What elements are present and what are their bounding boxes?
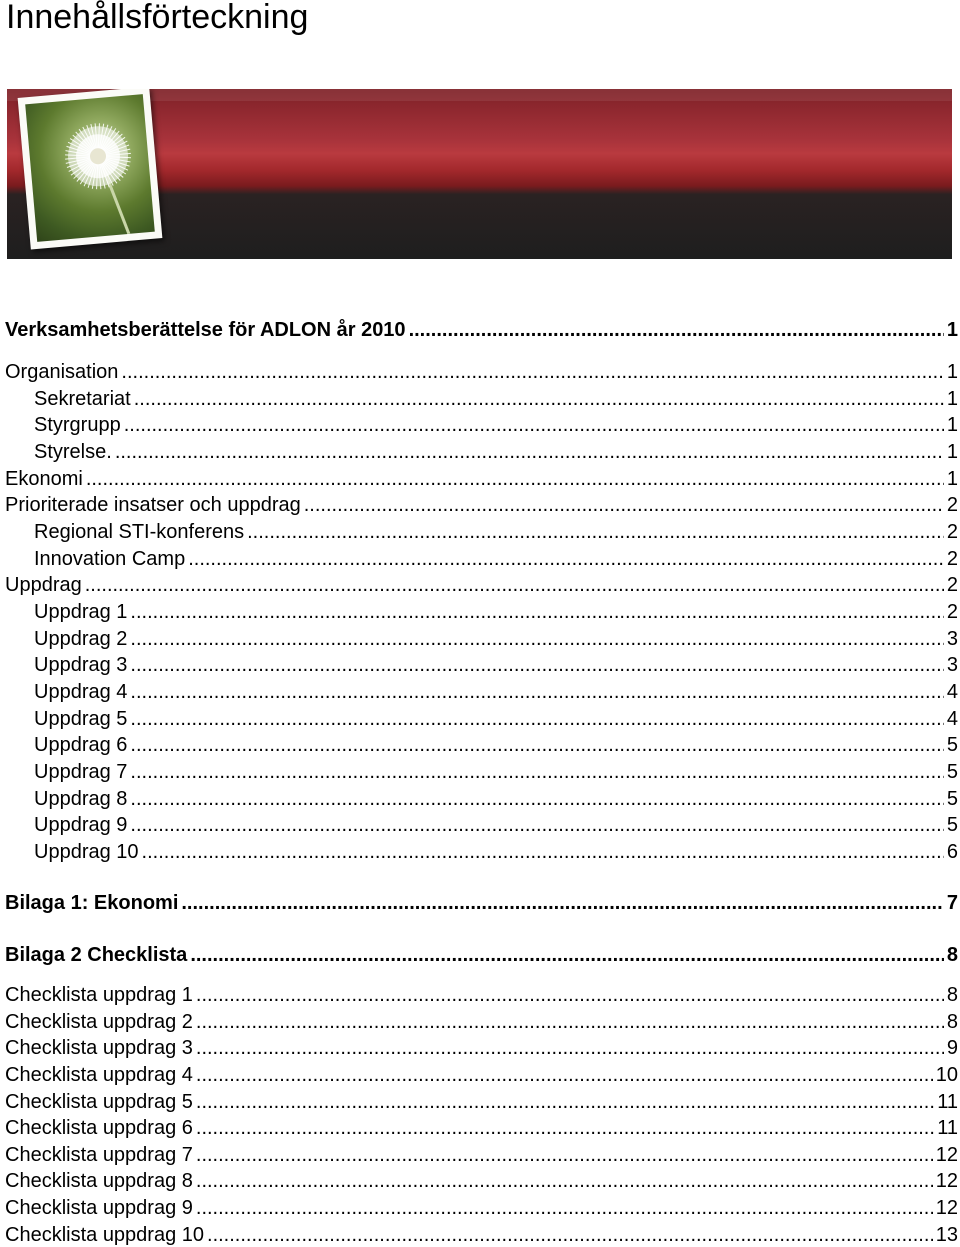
toc-entry-label: Uppdrag 6	[34, 734, 128, 756]
toc-entry[interactable]	[5, 410, 958, 437]
dandelion-photo-frame	[18, 89, 163, 249]
toc-entry[interactable]	[5, 315, 958, 342]
toc-leader-dots	[130, 788, 943, 811]
toc-entry[interactable]	[5, 1007, 958, 1034]
toc-entry-page: 1	[946, 441, 958, 463]
toc-entry-page: 2	[946, 601, 958, 623]
toc-entry[interactable]	[5, 888, 958, 915]
toc-leader-dots	[196, 1144, 933, 1167]
toc-leader-dots	[196, 984, 944, 1007]
toc-entry[interactable]	[5, 517, 958, 544]
toc-leader-dots	[196, 1011, 944, 1034]
toc-entry[interactable]	[5, 730, 958, 757]
toc-entry[interactable]	[5, 704, 958, 731]
toc-entry-label: Checklista uppdrag 1	[5, 984, 193, 1006]
toc-entry[interactable]	[5, 650, 958, 677]
toc-leader-dots	[130, 708, 943, 731]
toc-entry[interactable]	[5, 1166, 958, 1193]
toc-entry-label: Uppdrag	[5, 574, 82, 596]
toc-leader-dots	[130, 681, 943, 704]
toc-entry-label: Checklista uppdrag 10	[5, 1224, 205, 1246]
toc-entry[interactable]	[5, 1193, 958, 1220]
toc-entry-page: 4	[946, 708, 958, 730]
toc-entry-label: Prioriterade insatser och uppdrag	[5, 494, 301, 516]
toc-leader-dots	[247, 521, 944, 544]
dandelion-icon	[25, 94, 155, 242]
toc-entry[interactable]	[5, 1060, 958, 1087]
toc-leader-dots	[130, 734, 943, 757]
toc-leader-dots	[196, 1091, 934, 1114]
toc-entry-page: 8	[946, 944, 958, 966]
toc-leader-dots	[196, 1117, 934, 1140]
toc-entry-page: 1	[946, 468, 958, 490]
toc-entry-page: 11	[937, 1117, 958, 1139]
toc-leader-dots	[181, 892, 944, 915]
toc-entry-label: Checklista uppdrag 6	[5, 1117, 193, 1139]
toc-entry[interactable]	[5, 784, 958, 811]
toc-entry[interactable]	[5, 1140, 958, 1167]
toc-entry-page: 8	[946, 984, 958, 1006]
toc-entry-page: 2	[946, 494, 958, 516]
toc-entry-page: 13	[935, 1224, 958, 1246]
toc-entry[interactable]	[5, 677, 958, 704]
toc-leader-dots	[124, 414, 944, 437]
toc-leader-dots	[130, 601, 943, 624]
toc-leader-dots	[85, 574, 944, 597]
toc-entry-label: Uppdrag 3	[34, 654, 128, 676]
toc-leader-dots	[130, 654, 943, 677]
toc-entry-label: Sekretariat	[34, 388, 131, 410]
toc-entry-label: Uppdrag 4	[34, 681, 128, 703]
toc-entry-label: Styrelse.	[34, 441, 112, 463]
toc-entry[interactable]	[5, 624, 958, 651]
toc-entry-page: 8	[946, 1011, 958, 1033]
toc-entry-label: Uppdrag 8	[34, 788, 128, 810]
toc-entry-page: 1	[946, 361, 958, 383]
toc-entry-page: 3	[946, 654, 958, 676]
toc-entry-label: Bilaga 1: Ekonomi	[5, 892, 179, 914]
toc-entry-label: Styrgrupp	[34, 414, 121, 436]
toc-entry-label: Checklista uppdrag 8	[5, 1170, 193, 1192]
toc-entry-label: Uppdrag 2	[34, 628, 128, 650]
toc-leader-dots	[196, 1170, 933, 1193]
toc-entry-page: 3	[946, 628, 958, 650]
toc-entry-label: Uppdrag 5	[34, 708, 128, 730]
toc-entry[interactable]	[5, 384, 958, 411]
toc-entry-page: 10	[935, 1064, 958, 1086]
toc-entry-page: 2	[946, 521, 958, 543]
toc-entry-page: 5	[946, 761, 958, 783]
toc-entry-label: Ekonomi	[5, 468, 83, 490]
toc-entry-label: Bilaga 2 Checklista	[5, 944, 188, 966]
toc-entry-label: Checklista uppdrag 9	[5, 1197, 193, 1219]
toc-entry[interactable]	[5, 837, 958, 864]
toc-leader-dots	[196, 1064, 933, 1087]
toc-entry-page: 5	[946, 814, 958, 836]
toc-leader-dots	[409, 319, 944, 342]
toc-entry-label: Checklista uppdrag 3	[5, 1037, 193, 1059]
toc-entry[interactable]	[5, 940, 958, 967]
toc-entry-page: 2	[946, 548, 958, 570]
header-banner	[7, 89, 952, 259]
toc-entry-label: Checklista uppdrag 7	[5, 1144, 193, 1166]
toc-entry-label: Uppdrag 9	[34, 814, 128, 836]
toc-entry-page: 7	[946, 892, 958, 914]
toc-entry[interactable]	[5, 464, 958, 491]
toc-entry-page: 5	[946, 788, 958, 810]
toc-leader-dots	[196, 1197, 933, 1220]
toc-entry[interactable]	[5, 810, 958, 837]
toc-entry-label: Uppdrag 10	[34, 841, 139, 863]
toc-entry[interactable]	[5, 597, 958, 624]
toc-entry-label: Checklista uppdrag 5	[5, 1091, 193, 1113]
toc-entry-label: Uppdrag 1	[34, 601, 128, 623]
toc-leader-dots	[304, 494, 944, 517]
toc-leader-dots	[86, 468, 944, 491]
toc-leader-dots	[130, 814, 943, 837]
toc-entry-page: 12	[935, 1197, 958, 1219]
toc-entry-label: Organisation	[5, 361, 119, 383]
toc-entry-label: Uppdrag 7	[34, 761, 128, 783]
toc-entry-page: 5	[946, 734, 958, 756]
toc-entry[interactable]	[5, 980, 958, 1007]
toc-entry-page: 1	[946, 388, 958, 410]
toc-leader-dots	[142, 841, 944, 864]
toc-leader-dots	[188, 548, 944, 571]
toc-entry-page: 2	[946, 574, 958, 596]
toc-entry-label: Checklista uppdrag 4	[5, 1064, 193, 1086]
toc-entry[interactable]	[5, 1033, 958, 1060]
toc-entry[interactable]	[5, 570, 958, 597]
toc-entry-page: 12	[935, 1144, 958, 1166]
toc-entry-label: Regional STI-konferens	[34, 521, 245, 543]
toc-entry[interactable]	[5, 757, 958, 784]
toc-leader-dots	[115, 441, 944, 464]
toc-entry[interactable]	[5, 490, 958, 517]
toc-entry-page: 11	[937, 1091, 958, 1113]
toc-entry[interactable]	[5, 357, 958, 384]
toc-entry-page: 1	[946, 414, 958, 436]
toc-entry-label: Innovation Camp	[34, 548, 186, 570]
toc-entry-page: 4	[946, 681, 958, 703]
toc-leader-dots	[130, 761, 943, 784]
toc-leader-dots	[130, 628, 943, 651]
toc-entry[interactable]	[5, 1087, 958, 1114]
toc-entry-page: 6	[946, 841, 958, 863]
toc-leader-dots	[207, 1224, 933, 1247]
toc-entry[interactable]	[5, 437, 958, 464]
toc-entry[interactable]	[5, 544, 958, 571]
toc-entry-label: Verksamhetsberättelse för ADLON år 2010	[5, 319, 406, 341]
document-title: Innehållsförteckning	[6, 0, 309, 36]
toc-leader-dots	[121, 361, 943, 384]
toc-leader-dots	[196, 1037, 944, 1060]
toc-entry[interactable]	[5, 1113, 958, 1140]
toc-entry-page: 1	[946, 319, 958, 341]
toc-entry-page: 12	[935, 1170, 958, 1192]
toc-entry-page: 9	[946, 1037, 958, 1059]
toc-leader-dots	[190, 944, 944, 967]
toc-entry[interactable]	[5, 1220, 958, 1247]
dandelion-photo	[25, 94, 155, 242]
toc-leader-dots	[134, 388, 944, 411]
toc-entry-label: Checklista uppdrag 2	[5, 1011, 193, 1033]
